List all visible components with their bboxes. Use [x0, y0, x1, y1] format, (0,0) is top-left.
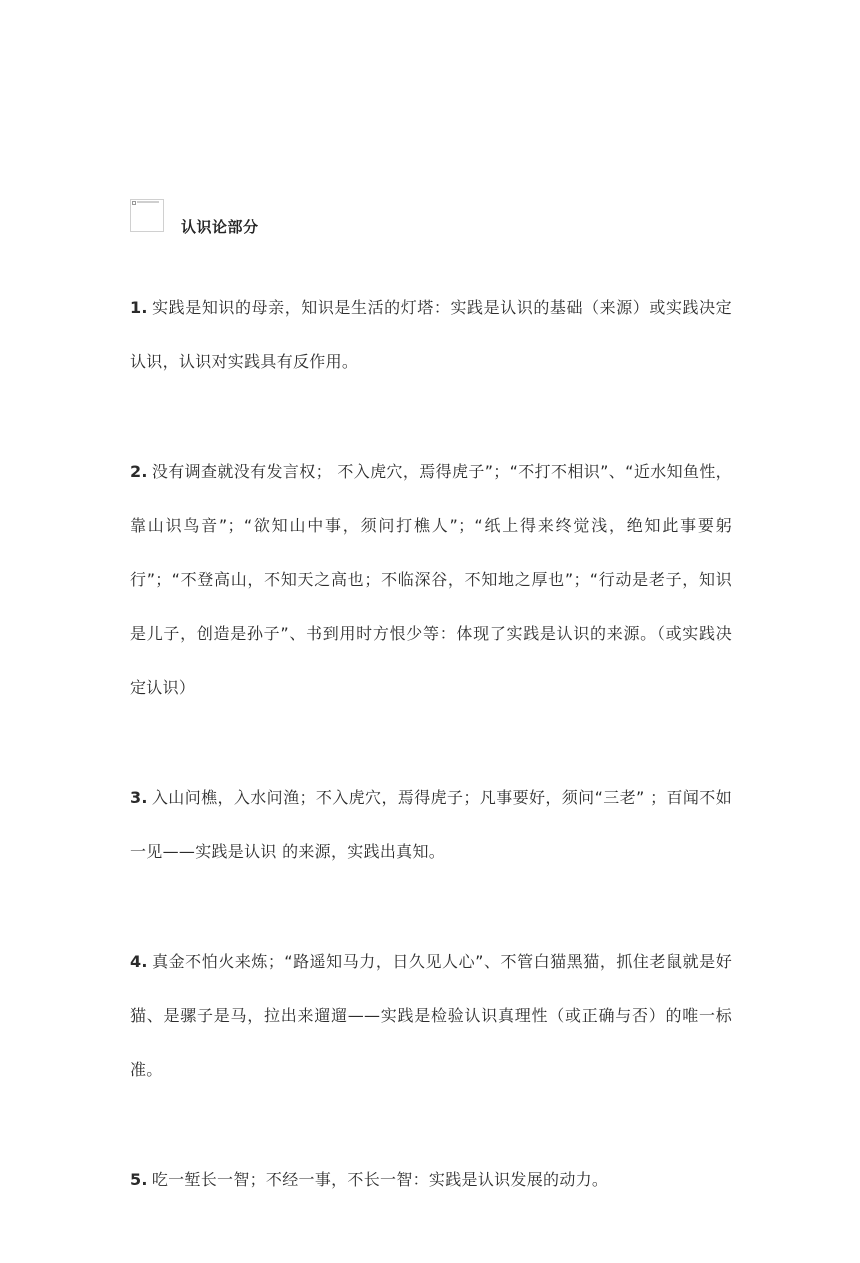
- paragraph-number: 4.: [130, 952, 148, 971]
- image-placeholder-icon: [130, 199, 164, 232]
- paragraph-text: 没有调查就没有发言权； 不入虎穴，焉得虎子”；“不打不相识”、“近水知鱼性，靠山识鸟音”；“欲知山中事，须问打樵人”；“纸上得来终觉浅，绝知此事要躬行”；“不登高山，不知天之高也；不临深谷，不知地之厚也”；“行动是老子，知识是儿子，创造是孙子”、书到用时方恨少等：体现了实践是认识的来源。（或实践决定认识）: [130, 462, 732, 697]
- paragraph-number: 2.: [130, 462, 148, 481]
- paragraph-number: 1.: [130, 298, 148, 317]
- image-caption-line: [137, 201, 159, 203]
- paragraph-text: 实践是知识的母亲，知识是生活的灯塔：实践是认识的基础（来源）或实践决定认识，认识对实践具有反作用。: [130, 298, 732, 371]
- paragraph-4: [130, 935, 732, 1097]
- paragraph-number: 5.: [130, 1170, 148, 1189]
- paragraph-text: 吃一堑长一智；不经一事，不长一智：实践是认识发展的动力。: [151, 1170, 609, 1189]
- broken-image-icon: [132, 201, 136, 205]
- document-body: [130, 281, 732, 1263]
- paragraph-5: [130, 1153, 732, 1207]
- paragraph-text: 入山问樵，入水问渔；不入虎穴，焉得虎子；凡事要好，须问“三老” ；百闻不如一见——实践是认识 的来源，实践出真知。: [130, 788, 732, 861]
- section-title: 认识论部分: [181, 217, 259, 236]
- paragraph-2: [130, 445, 732, 715]
- paragraph-3: [130, 771, 732, 879]
- paragraph-text: 真金不怕火来炼；“路遥知马力，日久见人心”、不管白猫黑猫，抓住老鼠就是好猫、是骡子是马，拉出来遛遛——实践是检验认识真理性（或正确与否）的唯一标准。: [130, 952, 732, 1079]
- section-header: [130, 197, 259, 236]
- paragraph-number: 3.: [130, 788, 148, 807]
- paragraph-1: [130, 281, 732, 389]
